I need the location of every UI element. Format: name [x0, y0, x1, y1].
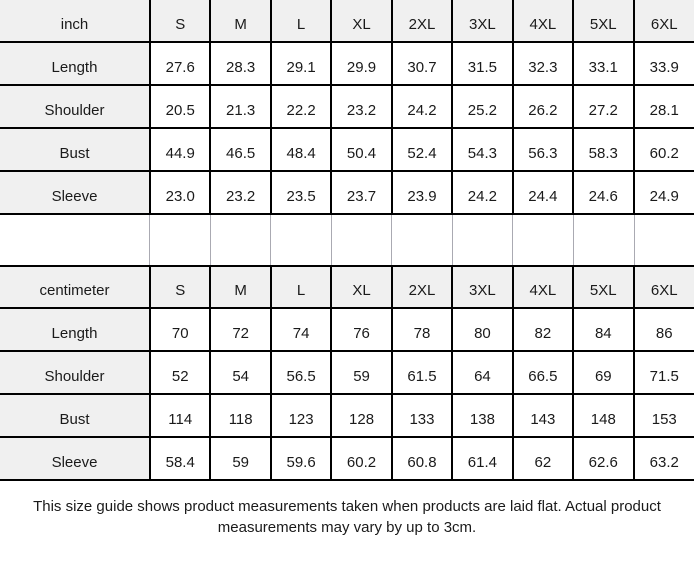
value-cell: 62.6: [573, 437, 633, 480]
table-spacer: [0, 215, 694, 265]
value-cell: 24.4: [513, 171, 573, 214]
value-cell: 25.2: [452, 85, 512, 128]
note-line: measurements may vary by up to 3cm.: [217, 518, 477, 536]
value-cell: 33.1: [573, 42, 633, 85]
value-cell: 128: [331, 394, 391, 437]
value-cell: 72: [210, 308, 270, 351]
value-cell: 69: [573, 351, 633, 394]
size-header: 2XL: [392, 0, 452, 42]
measurement-row-sleeve: [0, 171, 694, 214]
value-cell: 138: [452, 394, 512, 437]
value-cell: 61.4: [452, 437, 512, 480]
value-cell: 50.4: [331, 128, 391, 171]
value-cell: 74: [271, 308, 331, 351]
value-cell: 27.2: [573, 85, 633, 128]
value-cell: 23.7: [331, 171, 391, 214]
row-label: Sleeve: [0, 171, 150, 214]
size-header: 3XL: [452, 0, 512, 42]
value-cell: 59.6: [271, 437, 331, 480]
size-header: L: [271, 266, 331, 308]
measurement-row-bust: [0, 394, 694, 437]
value-cell: 46.5: [210, 128, 270, 171]
size-table-centimeter: [0, 265, 694, 481]
size-header: S: [150, 266, 210, 308]
row-label: Length: [0, 308, 150, 351]
value-cell: 28.3: [210, 42, 270, 85]
value-cell: 48.4: [271, 128, 331, 171]
value-cell: 61.5: [392, 351, 452, 394]
spacer-cell: [513, 215, 574, 265]
value-cell: 20.5: [150, 85, 210, 128]
value-cell: 66.5: [513, 351, 573, 394]
value-cell: 21.3: [210, 85, 270, 128]
size-header: 4XL: [513, 266, 573, 308]
value-cell: 24.2: [452, 171, 512, 214]
value-cell: 32.3: [513, 42, 573, 85]
spacer-cell: [150, 215, 211, 265]
size-header: 6XL: [634, 0, 694, 42]
measurement-row-sleeve: [0, 437, 694, 480]
spacer-cell: [0, 215, 150, 265]
value-cell: 23.0: [150, 171, 210, 214]
value-cell: 60.2: [634, 128, 694, 171]
value-cell: 29.1: [271, 42, 331, 85]
size-header: M: [210, 266, 270, 308]
unit-label-centimeter: centimeter: [0, 266, 150, 308]
spacer-cell: [211, 215, 272, 265]
row-label: Sleeve: [0, 437, 150, 480]
value-cell: 58.3: [573, 128, 633, 171]
row-label: Shoulder: [0, 85, 150, 128]
value-cell: 54: [210, 351, 270, 394]
spacer-cell: [574, 215, 635, 265]
value-cell: 59: [210, 437, 270, 480]
value-cell: 29.9: [331, 42, 391, 85]
measurement-row-length: [0, 308, 694, 351]
value-cell: 123: [271, 394, 331, 437]
value-cell: 30.7: [392, 42, 452, 85]
size-guide-note: [0, 497, 694, 538]
measurement-row-shoulder: [0, 85, 694, 128]
header-row-centimeter: [0, 266, 694, 308]
size-header: S: [150, 0, 210, 42]
value-cell: 118: [210, 394, 270, 437]
value-cell: 54.3: [452, 128, 512, 171]
value-cell: 62: [513, 437, 573, 480]
value-cell: 153: [634, 394, 694, 437]
value-cell: 60.8: [392, 437, 452, 480]
value-cell: 24.9: [634, 171, 694, 214]
value-cell: 133: [392, 394, 452, 437]
value-cell: 59: [331, 351, 391, 394]
value-cell: 23.5: [271, 171, 331, 214]
value-cell: 52.4: [392, 128, 452, 171]
note-line: This size guide shows product measurements taken when products are laid flat. Actual product: [33, 498, 661, 515]
measurement-row-length: [0, 42, 694, 85]
spacer-cell: [332, 215, 393, 265]
value-cell: 148: [573, 394, 633, 437]
value-cell: 24.2: [392, 85, 452, 128]
value-cell: 63.2: [634, 437, 694, 480]
value-cell: 56.5: [271, 351, 331, 394]
value-cell: 70: [150, 308, 210, 351]
value-cell: 31.5: [452, 42, 512, 85]
value-cell: 23.9: [392, 171, 452, 214]
value-cell: 114: [150, 394, 210, 437]
spacer-cell: [271, 215, 332, 265]
value-cell: 52: [150, 351, 210, 394]
size-header: 6XL: [634, 266, 694, 308]
value-cell: 143: [513, 394, 573, 437]
size-header: 2XL: [392, 266, 452, 308]
size-header: M: [210, 0, 270, 42]
value-cell: 27.6: [150, 42, 210, 85]
value-cell: 28.1: [634, 85, 694, 128]
value-cell: 78: [392, 308, 452, 351]
size-header: 5XL: [573, 0, 633, 42]
value-cell: 71.5: [634, 351, 694, 394]
value-cell: 26.2: [513, 85, 573, 128]
row-label: Shoulder: [0, 351, 150, 394]
header-row-inch: [0, 0, 694, 42]
value-cell: 64: [452, 351, 512, 394]
value-cell: 80: [452, 308, 512, 351]
size-header: 4XL: [513, 0, 573, 42]
value-cell: 60.2: [331, 437, 391, 480]
row-label: Bust: [0, 128, 150, 171]
value-cell: 86: [634, 308, 694, 351]
size-header: XL: [331, 266, 391, 308]
size-table-inch: [0, 0, 694, 215]
value-cell: 24.6: [573, 171, 633, 214]
measurement-row-shoulder: [0, 351, 694, 394]
value-cell: 56.3: [513, 128, 573, 171]
value-cell: 33.9: [634, 42, 694, 85]
size-header: L: [271, 0, 331, 42]
value-cell: 23.2: [210, 171, 270, 214]
value-cell: 58.4: [150, 437, 210, 480]
unit-label-inch: inch: [0, 0, 150, 42]
value-cell: 44.9: [150, 128, 210, 171]
spacer-cell: [453, 215, 514, 265]
measurement-row-bust: [0, 128, 694, 171]
spacer-cell: [392, 215, 453, 265]
value-cell: 82: [513, 308, 573, 351]
value-cell: 76: [331, 308, 391, 351]
row-label: Length: [0, 42, 150, 85]
size-header: XL: [331, 0, 391, 42]
size-header: 3XL: [452, 266, 512, 308]
value-cell: 23.2: [331, 85, 391, 128]
spacer-cell: [635, 215, 694, 265]
value-cell: 84: [573, 308, 633, 351]
row-label: Bust: [0, 394, 150, 437]
size-header: 5XL: [573, 266, 633, 308]
value-cell: 22.2: [271, 85, 331, 128]
